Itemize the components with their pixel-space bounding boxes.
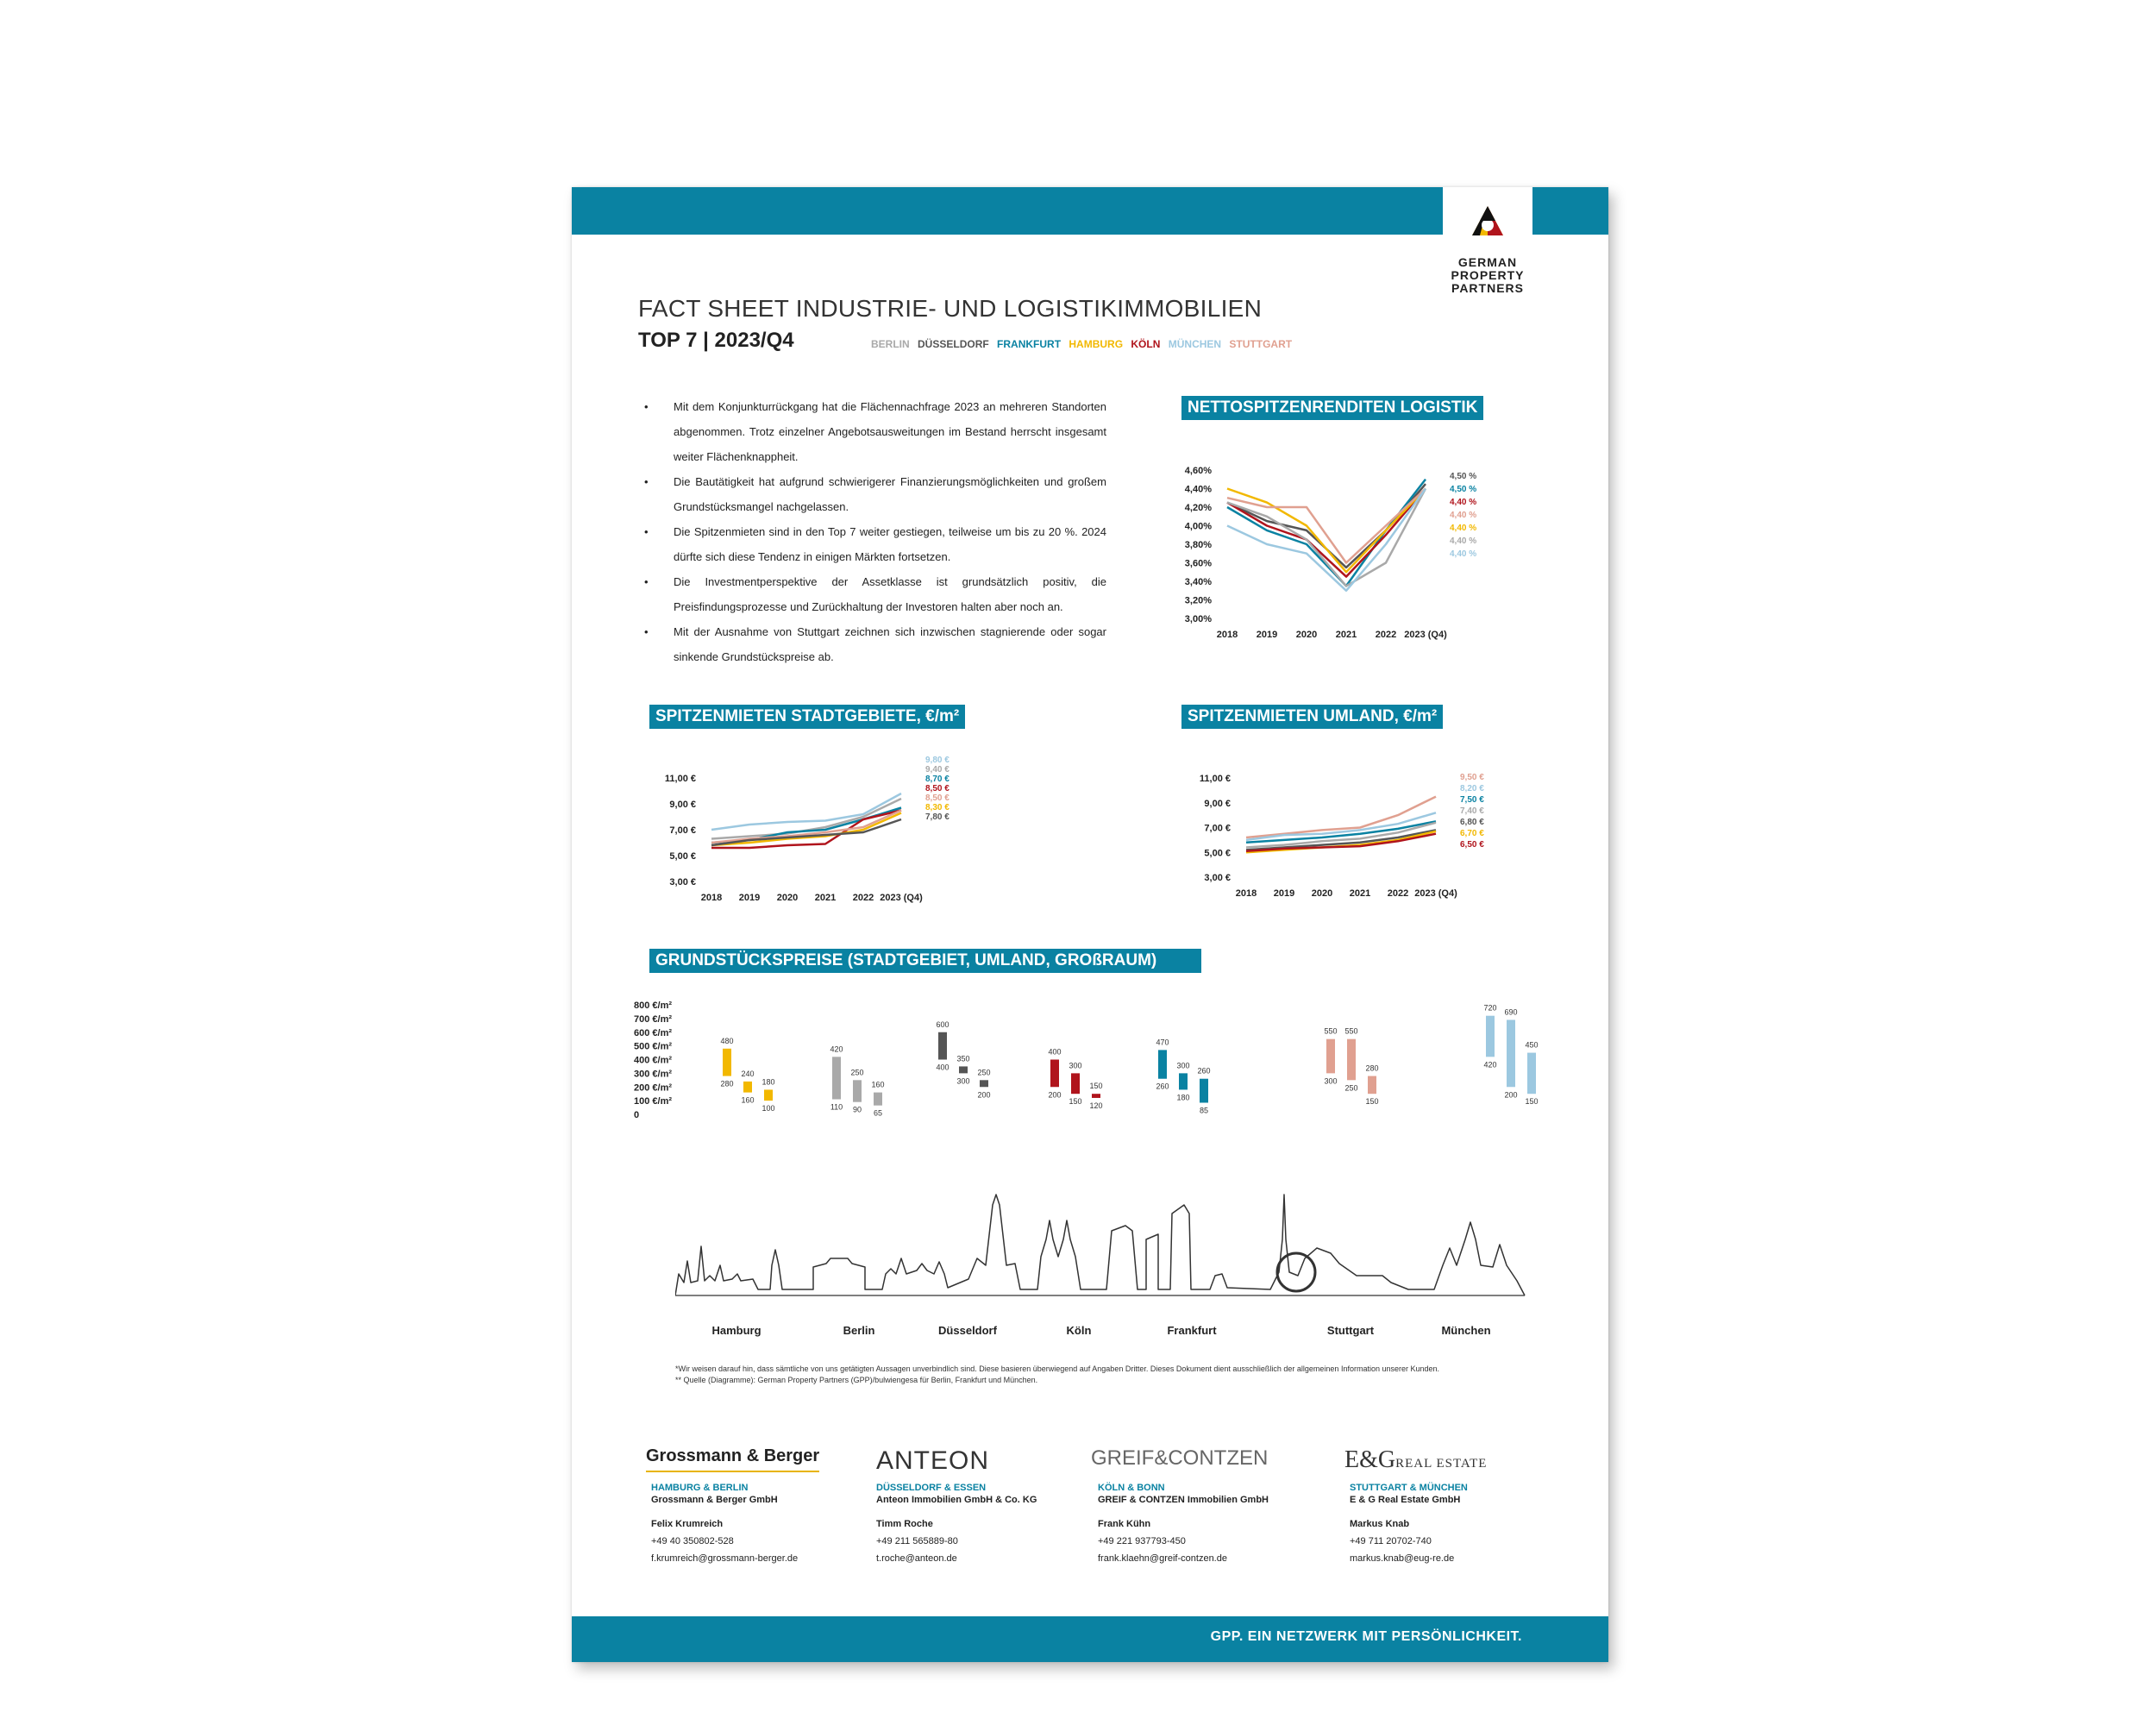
anteon-logo: ANTEON <box>876 1446 990 1475</box>
end-value-label: 7,40 € <box>1460 806 1484 816</box>
x-tick-label: 2020 <box>1311 888 1333 899</box>
bar-max-label: 550 <box>1344 1026 1358 1036</box>
bar-min-label: 150 <box>1069 1097 1082 1107</box>
end-value-label: 9,80 € <box>925 756 950 765</box>
partner-phone[interactable]: +49 211 565889-80 <box>876 1536 958 1546</box>
price-range-bar <box>1486 1016 1495 1057</box>
bar-min-label: 150 <box>1525 1097 1539 1107</box>
eg-logo-main: E&G <box>1344 1446 1396 1473</box>
partner-greif-contzen <box>1091 1446 1289 1564</box>
city-skyline <box>675 1179 1529 1317</box>
logo-line: PROPERTY <box>1451 268 1525 282</box>
skyline-city-label: Düsseldorf <box>938 1324 997 1337</box>
end-value-label: 9,50 € <box>1460 773 1484 782</box>
end-value-label: 8,30 € <box>925 803 950 812</box>
series-line <box>1227 480 1426 586</box>
x-tick-label: 2020 <box>1295 630 1318 640</box>
partner-email[interactable]: f.krumreich@grossmann-berger.de <box>651 1553 799 1564</box>
y-tick-label: 3,40% <box>1184 577 1212 587</box>
end-value-label: 8,20 € <box>1460 784 1484 794</box>
bar-max-label: 260 <box>1197 1066 1211 1076</box>
bar-max-label: 160 <box>871 1080 885 1089</box>
y-tick-label: 200 €/m² <box>634 1082 673 1094</box>
price-range-bar <box>743 1082 752 1093</box>
partner-email[interactable]: t.roche@anteon.de <box>876 1553 957 1564</box>
bar-max-label: 280 <box>1365 1063 1379 1073</box>
x-tick-label: 2023 (Q4) <box>1414 888 1457 899</box>
city-legend <box>871 338 1297 350</box>
x-tick-label: 2019 <box>738 893 761 903</box>
disclaimer-line: *Wir weisen darauf hin, dass sämtliche von uns getätigten Aussagen unverbindlich sind. Diese basieren überwiegend auf Angaben Dritter. Dieses Dokument dient ausschließlich der allgemeinen Information unserer Kunden. <box>675 1364 1440 1373</box>
x-tick-label: 2018 <box>1235 888 1257 899</box>
end-value-label: 4,40 % <box>1450 524 1477 533</box>
end-value-label: 4,50 % <box>1450 472 1477 481</box>
bar-max-label: 150 <box>1089 1082 1103 1091</box>
bar-min-label: 85 <box>1199 1106 1209 1115</box>
partner-company: E & G Real Estate GmbH <box>1350 1495 1461 1505</box>
skyline-outline <box>675 1195 1525 1295</box>
y-tick-label: 500 €/m² <box>634 1041 673 1052</box>
bar-max-label: 450 <box>1525 1040 1539 1050</box>
greif-contzen-logo: GREIF&CONTZEN <box>1091 1446 1269 1470</box>
logo-line: PARTNERS <box>1451 281 1524 295</box>
bar-min-label: 420 <box>1483 1060 1497 1070</box>
y-tick-label: 4,20% <box>1184 503 1212 513</box>
skyline-city-label: Berlin <box>843 1324 875 1337</box>
end-value-label: 4,50 % <box>1450 485 1477 494</box>
bar-max-label: 180 <box>761 1077 775 1087</box>
y-tick-label: 3,00 € <box>1204 873 1231 883</box>
series-line <box>711 799 901 839</box>
partner-phone[interactable]: +49 221 937793-450 <box>1098 1536 1186 1546</box>
logo-line: GERMAN <box>1457 255 1518 269</box>
end-value-label: 8,70 € <box>925 775 950 784</box>
skyline-city-label: München <box>1441 1324 1491 1337</box>
y-tick-label: 11,00 € <box>664 774 696 784</box>
price-range-bar <box>874 1093 882 1106</box>
bar-min-label: 150 <box>1365 1097 1379 1107</box>
price-range-bar <box>1527 1053 1536 1095</box>
y-tick-label: 4,00% <box>1184 521 1212 532</box>
end-value-label: 7,80 € <box>925 812 950 822</box>
bar-min-label: 300 <box>1324 1076 1338 1086</box>
bar-max-label: 300 <box>1176 1061 1190 1070</box>
y-tick-label: 11,00 € <box>1199 774 1231 784</box>
y-tick-label: 300 €/m² <box>634 1069 673 1080</box>
y-tick-label: 3,80% <box>1184 540 1212 550</box>
y-tick-label: 9,00 € <box>1204 798 1231 809</box>
y-tick-label: 400 €/m² <box>634 1055 673 1066</box>
partner-contact: Frank Kühn <box>1098 1519 1151 1529</box>
price-range-bar <box>832 1057 841 1099</box>
gpp-logo-text <box>1445 256 1531 295</box>
bullet-item: • Die Bautätigkeit hat aufgrund schwierigerer Finanzierungsmöglichkeiten und großem Grundstücksmangel nachgelassen. <box>641 469 1106 519</box>
bar-max-label: 690 <box>1504 1007 1518 1017</box>
y-tick-label: 3,00 € <box>669 877 696 888</box>
bar-min-label: 280 <box>720 1079 734 1088</box>
bar-min-label: 200 <box>1504 1090 1518 1100</box>
end-value-label: 4,40 % <box>1450 549 1477 559</box>
y-tick-label: 800 €/m² <box>634 1000 673 1011</box>
land-price-chart <box>632 998 1564 1119</box>
bar-min-label: 90 <box>852 1105 862 1114</box>
bar-max-label: 600 <box>936 1019 950 1029</box>
bullet-item: • Die Investmentperspektive der Assetklasse ist grundsätzlich positiv, die Preisfindungsprozesse und Zurückhaltung der Investoren halten aber noch an. <box>641 569 1106 619</box>
rents-city-chart <box>632 743 1003 916</box>
bar-min-label: 65 <box>873 1108 883 1118</box>
y-tick-label: 700 €/m² <box>634 1013 673 1025</box>
y-tick-label: 4,60% <box>1184 466 1212 476</box>
partner-contact: Felix Krumreich <box>651 1519 724 1529</box>
end-value-label: 4,40 % <box>1450 511 1477 520</box>
y-tick-label: 3,20% <box>1184 595 1212 606</box>
summary-bullets <box>641 394 1106 669</box>
end-value-label: 6,70 € <box>1460 829 1484 838</box>
partner-contact: Timm Roche <box>876 1519 933 1529</box>
partner-eg-real-estate <box>1344 1446 1543 1564</box>
partner-grossmann-berger <box>646 1446 844 1564</box>
disclaimer <box>675 1364 1439 1386</box>
x-tick-label: 2023 (Q4) <box>1404 630 1447 640</box>
partner-phone[interactable]: +49 40 350802-528 <box>651 1536 734 1546</box>
rents-outer-heading: SPITZENMIETEN UMLAND, €/m² <box>1181 705 1443 729</box>
yields-heading: NETTOSPITZENRENDITEN LOGISTIK <box>1181 396 1483 420</box>
bar-max-label: 480 <box>720 1036 734 1045</box>
price-range-bar <box>980 1080 988 1087</box>
bar-min-label: 200 <box>977 1090 991 1100</box>
legend-stuttgart: STUTTGART <box>1229 338 1293 350</box>
bar-max-label: 250 <box>850 1068 864 1077</box>
price-range-bar <box>723 1049 731 1076</box>
x-tick-label: 2019 <box>1256 630 1278 640</box>
legend-hamburg: HAMBURG <box>1069 338 1124 350</box>
bar-min-label: 110 <box>830 1102 843 1112</box>
grossmann-berger-logo: Grossmann & Berger <box>646 1446 819 1472</box>
bar-max-label: 300 <box>1069 1061 1082 1070</box>
y-tick-label: 0 <box>634 1110 640 1120</box>
bar-min-label: 160 <box>741 1095 755 1105</box>
x-tick-label: 2019 <box>1273 888 1295 899</box>
y-tick-label: 600 €/m² <box>634 1027 673 1038</box>
legend-muenchen: MÜNCHEN <box>1168 338 1222 350</box>
yields-chart <box>1167 446 1529 653</box>
rents-outer-chart <box>1167 743 1538 916</box>
skyline-city-label: Stuttgart <box>1326 1324 1375 1337</box>
rents-city-heading: SPITZENMIETEN STADTGEBIETE, €/m² <box>649 705 965 729</box>
x-tick-label: 2018 <box>700 893 723 903</box>
bar-min-label: 400 <box>936 1063 950 1072</box>
bullet-item: • Die Spitzenmieten sind in den Top 7 weiter gestiegen, teilweise um bis zu 20 %. 2024 dürfte sich diese Tendenz in einigen Märkten fortsetzen. <box>641 519 1106 569</box>
price-range-bar <box>959 1066 968 1073</box>
y-tick-label: 5,00 € <box>1204 848 1231 859</box>
bar-max-label: 400 <box>1048 1047 1062 1057</box>
partner-email[interactable]: frank.klaehn@greif-contzen.de <box>1098 1553 1227 1564</box>
end-value-label: 4,40 % <box>1450 498 1477 507</box>
partner-company: Anteon Immobilien GmbH & Co. KG <box>876 1495 1037 1505</box>
skyline-labels <box>572 1317 1608 1343</box>
page-subtitle: TOP 7 | 2023/Q4 <box>638 329 794 352</box>
bar-min-label: 180 <box>1176 1093 1190 1102</box>
price-range-bar <box>1158 1050 1167 1078</box>
price-range-bar <box>1326 1039 1335 1074</box>
y-tick-label: 100 €/m² <box>634 1096 673 1107</box>
y-tick-label: 7,00 € <box>1204 823 1231 834</box>
bar-min-label: 200 <box>1048 1090 1062 1100</box>
partner-region: KÖLN & BONN <box>1098 1483 1165 1493</box>
x-tick-label: 2023 (Q4) <box>880 893 923 903</box>
legend-duesseldorf: DÜSSELDORF <box>918 338 989 350</box>
disclaimer-line: ** Quelle (Diagramme): German Property Partners (GPP)/bulwiengesa für Berlin, Frankfurt und München. <box>675 1376 1038 1384</box>
y-tick-label: 3,00% <box>1184 614 1212 624</box>
legend-berlin: BERLIN <box>871 338 910 350</box>
y-tick-label: 4,40% <box>1184 484 1212 495</box>
x-tick-label: 2022 <box>852 893 874 903</box>
x-tick-label: 2021 <box>814 893 837 903</box>
partner-phone[interactable]: +49 711 20702-740 <box>1350 1536 1432 1546</box>
end-value-label: 7,50 € <box>1460 795 1484 805</box>
bar-max-label: 470 <box>1156 1038 1169 1047</box>
bar-max-label: 420 <box>830 1044 843 1054</box>
ferris-wheel <box>1277 1253 1315 1291</box>
skyline-city-label: Köln <box>1066 1324 1092 1337</box>
legend-frankfurt: FRANKFURT <box>997 338 1062 350</box>
x-tick-label: 2022 <box>1387 888 1409 899</box>
bar-max-label: 250 <box>977 1068 991 1077</box>
y-tick-label: 7,00 € <box>669 825 696 836</box>
y-tick-label: 3,60% <box>1184 558 1212 569</box>
partner-region: STUTTGART & MÜNCHEN <box>1350 1483 1468 1493</box>
bar-max-label: 720 <box>1483 1003 1497 1013</box>
footer-slogan: GPP. EIN NETZWERK MIT PERSÖNLICHKEIT. <box>1210 1629 1522 1644</box>
bar-min-label: 120 <box>1089 1101 1103 1110</box>
price-range-bar <box>1092 1094 1100 1098</box>
skyline-city-label: Hamburg <box>711 1324 761 1337</box>
land-heading: GRUNDSTÜCKSPREISE (STADTGEBIET, UMLAND, GROßRAUM) <box>649 949 1201 973</box>
price-range-bar <box>1347 1039 1356 1081</box>
eg-real-estate-logo <box>1344 1446 1543 1483</box>
price-range-bar <box>1368 1076 1376 1095</box>
x-tick-label: 2018 <box>1216 630 1238 640</box>
x-tick-label: 2021 <box>1335 630 1357 640</box>
x-tick-label: 2020 <box>776 893 799 903</box>
page-title: FACT SHEET INDUSTRIE- UND LOGISTIKIMMOBILIEN <box>638 295 1263 322</box>
price-range-bar <box>1071 1073 1080 1094</box>
bar-min-label: 300 <box>956 1076 970 1086</box>
y-tick-label: 5,00 € <box>669 851 696 862</box>
bar-max-label: 550 <box>1324 1026 1338 1036</box>
x-tick-label: 2021 <box>1349 888 1371 899</box>
bar-max-label: 350 <box>956 1054 970 1063</box>
partner-anteon <box>876 1446 1075 1564</box>
end-value-label: 4,40 % <box>1450 536 1477 546</box>
legend-koeln: KÖLN <box>1131 338 1161 350</box>
partner-company: Grossmann & Berger GmbH <box>651 1495 778 1505</box>
bar-min-label: 260 <box>1156 1082 1169 1091</box>
price-range-bar <box>1200 1079 1208 1103</box>
partner-region: DÜSSELDORF & ESSEN <box>876 1483 987 1493</box>
end-value-label: 8,50 € <box>925 794 950 803</box>
end-value-label: 8,50 € <box>925 784 950 794</box>
partner-email[interactable]: markus.knab@eug-re.de <box>1350 1553 1455 1564</box>
eg-logo-suffix: REAL ESTATE <box>1395 1457 1488 1471</box>
end-value-label: 9,40 € <box>925 765 950 775</box>
bar-min-label: 250 <box>1344 1083 1358 1093</box>
end-value-label: 6,50 € <box>1460 840 1484 850</box>
price-range-bar <box>853 1080 862 1101</box>
price-range-bar <box>764 1089 773 1101</box>
partner-region: HAMBURG & BERLIN <box>651 1483 749 1493</box>
bullet-item: • Mit dem Konjunkturrückgang hat die Flächennachfrage 2023 an mehreren Standorten abgenommen. Trotz einzelner Angebotsausweitungen im Bestand herrscht insgesamt weiter Flächenknappheit. <box>641 394 1106 469</box>
bar-max-label: 240 <box>741 1069 755 1078</box>
fact-sheet <box>572 187 1608 1662</box>
bar-min-label: 100 <box>761 1104 775 1113</box>
x-tick-label: 2022 <box>1375 630 1397 640</box>
skyline-city-label: Frankfurt <box>1167 1324 1217 1337</box>
partner-company: GREIF & CONTZEN Immobilien GmbH <box>1098 1495 1269 1505</box>
end-value-label: 6,80 € <box>1460 818 1484 827</box>
price-range-bar <box>1050 1060 1059 1088</box>
bullet-item: • Mit der Ausnahme von Stuttgart zeichnen sich inzwischen stagnierende oder sogar sinkende Grundstückspreise ab. <box>641 619 1106 669</box>
price-range-bar <box>938 1032 947 1060</box>
gpp-triangle-icon <box>1443 187 1532 256</box>
price-range-bar <box>1507 1019 1515 1087</box>
partner-contact: Markus Knab <box>1350 1519 1410 1529</box>
price-range-bar <box>1179 1073 1188 1089</box>
y-tick-label: 9,00 € <box>669 800 696 810</box>
